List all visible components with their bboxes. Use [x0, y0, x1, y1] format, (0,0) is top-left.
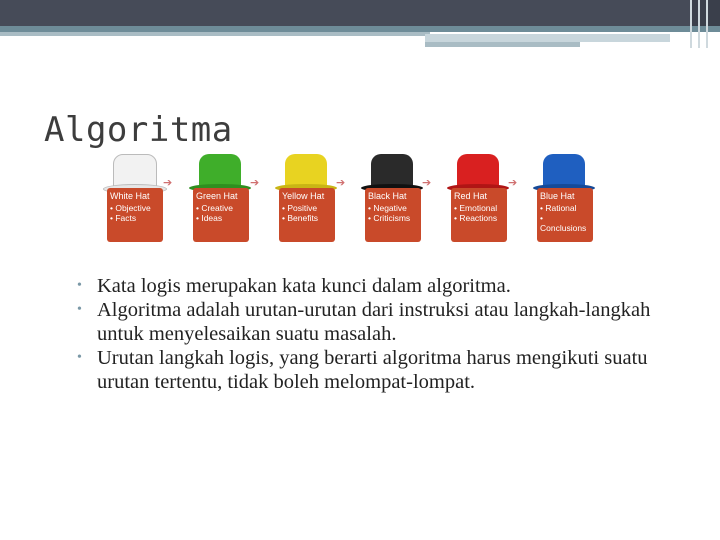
- hat-point: • Emotional: [454, 203, 498, 213]
- arrow-icon: ➔: [163, 176, 173, 189]
- hat-label: [537, 188, 593, 242]
- header-bar: [0, 0, 720, 26]
- bullet-item: [75, 274, 695, 298]
- decor-line: [698, 0, 700, 48]
- arrow-icon: ➔: [250, 176, 260, 189]
- bullet-icon: •: [77, 278, 82, 293]
- hat-name: Green Hat: [196, 191, 238, 201]
- hat-name: White Hat: [110, 191, 150, 201]
- arrow-icon: ➔: [336, 176, 346, 189]
- hat-point: • Reactions: [454, 213, 498, 223]
- slide-title: Algoritma: [44, 110, 233, 150]
- hat-point: • Conclusions: [540, 213, 587, 233]
- bullet-text: Urutan langkah logis, yang berarti algoritma harus mengikuti suatu urutan tertentu, tidak boleh melompat-lompat.: [97, 347, 648, 393]
- decor-stripe: [0, 32, 430, 36]
- header-bar-accent: [690, 0, 720, 26]
- hat-card-green: [193, 150, 249, 242]
- hat-card-yellow: [279, 150, 335, 242]
- decor-line: [706, 0, 708, 48]
- hat-point: • Positive: [282, 203, 318, 213]
- bullet-list: [75, 274, 695, 394]
- hat-point: • Negative: [368, 203, 407, 213]
- decor-stripe: [425, 42, 580, 47]
- hat-card-red: [451, 150, 507, 242]
- decor-line: [690, 0, 692, 48]
- hat-label: [193, 188, 249, 242]
- bullet-icon: •: [77, 302, 82, 317]
- hat-point: • Ideas: [196, 213, 223, 223]
- bullet-text: Kata logis merupakan kata kunci dalam algoritma.: [97, 275, 511, 297]
- hat-name: Red Hat: [454, 191, 488, 201]
- hat-point: • Benefits: [282, 213, 319, 223]
- hat-name: Black Hat: [368, 191, 407, 201]
- bullet-icon: •: [77, 350, 82, 365]
- hat-point: • Criticisms: [368, 213, 411, 223]
- hat-card-black: [365, 150, 421, 242]
- hat-name: Blue Hat: [540, 191, 575, 201]
- hat-name: Yellow Hat: [282, 191, 325, 201]
- six-hats-figure: [95, 150, 615, 250]
- arrow-icon: ➔: [422, 176, 432, 189]
- hat-label: [279, 188, 335, 242]
- hat-label: [365, 188, 421, 242]
- hat-point: • Creative: [196, 203, 233, 213]
- hat-card-white: [107, 150, 163, 242]
- bullet-text: Algoritma adalah urutan-urutan dari instruksi atau langkah-langkah untuk menyelesaikan suatu masalah.: [97, 299, 651, 345]
- hat-point: • Facts: [110, 213, 137, 223]
- hat-point: • Rational: [540, 203, 577, 213]
- bullet-item: [75, 298, 695, 346]
- decor-stripe: [425, 34, 670, 42]
- hat-label: [107, 188, 163, 242]
- hat-point: • Objective: [110, 203, 151, 213]
- hat-card-blue: [537, 150, 593, 242]
- arrow-icon: ➔: [508, 176, 518, 189]
- bullet-item: [75, 346, 695, 394]
- hat-label: [451, 188, 507, 242]
